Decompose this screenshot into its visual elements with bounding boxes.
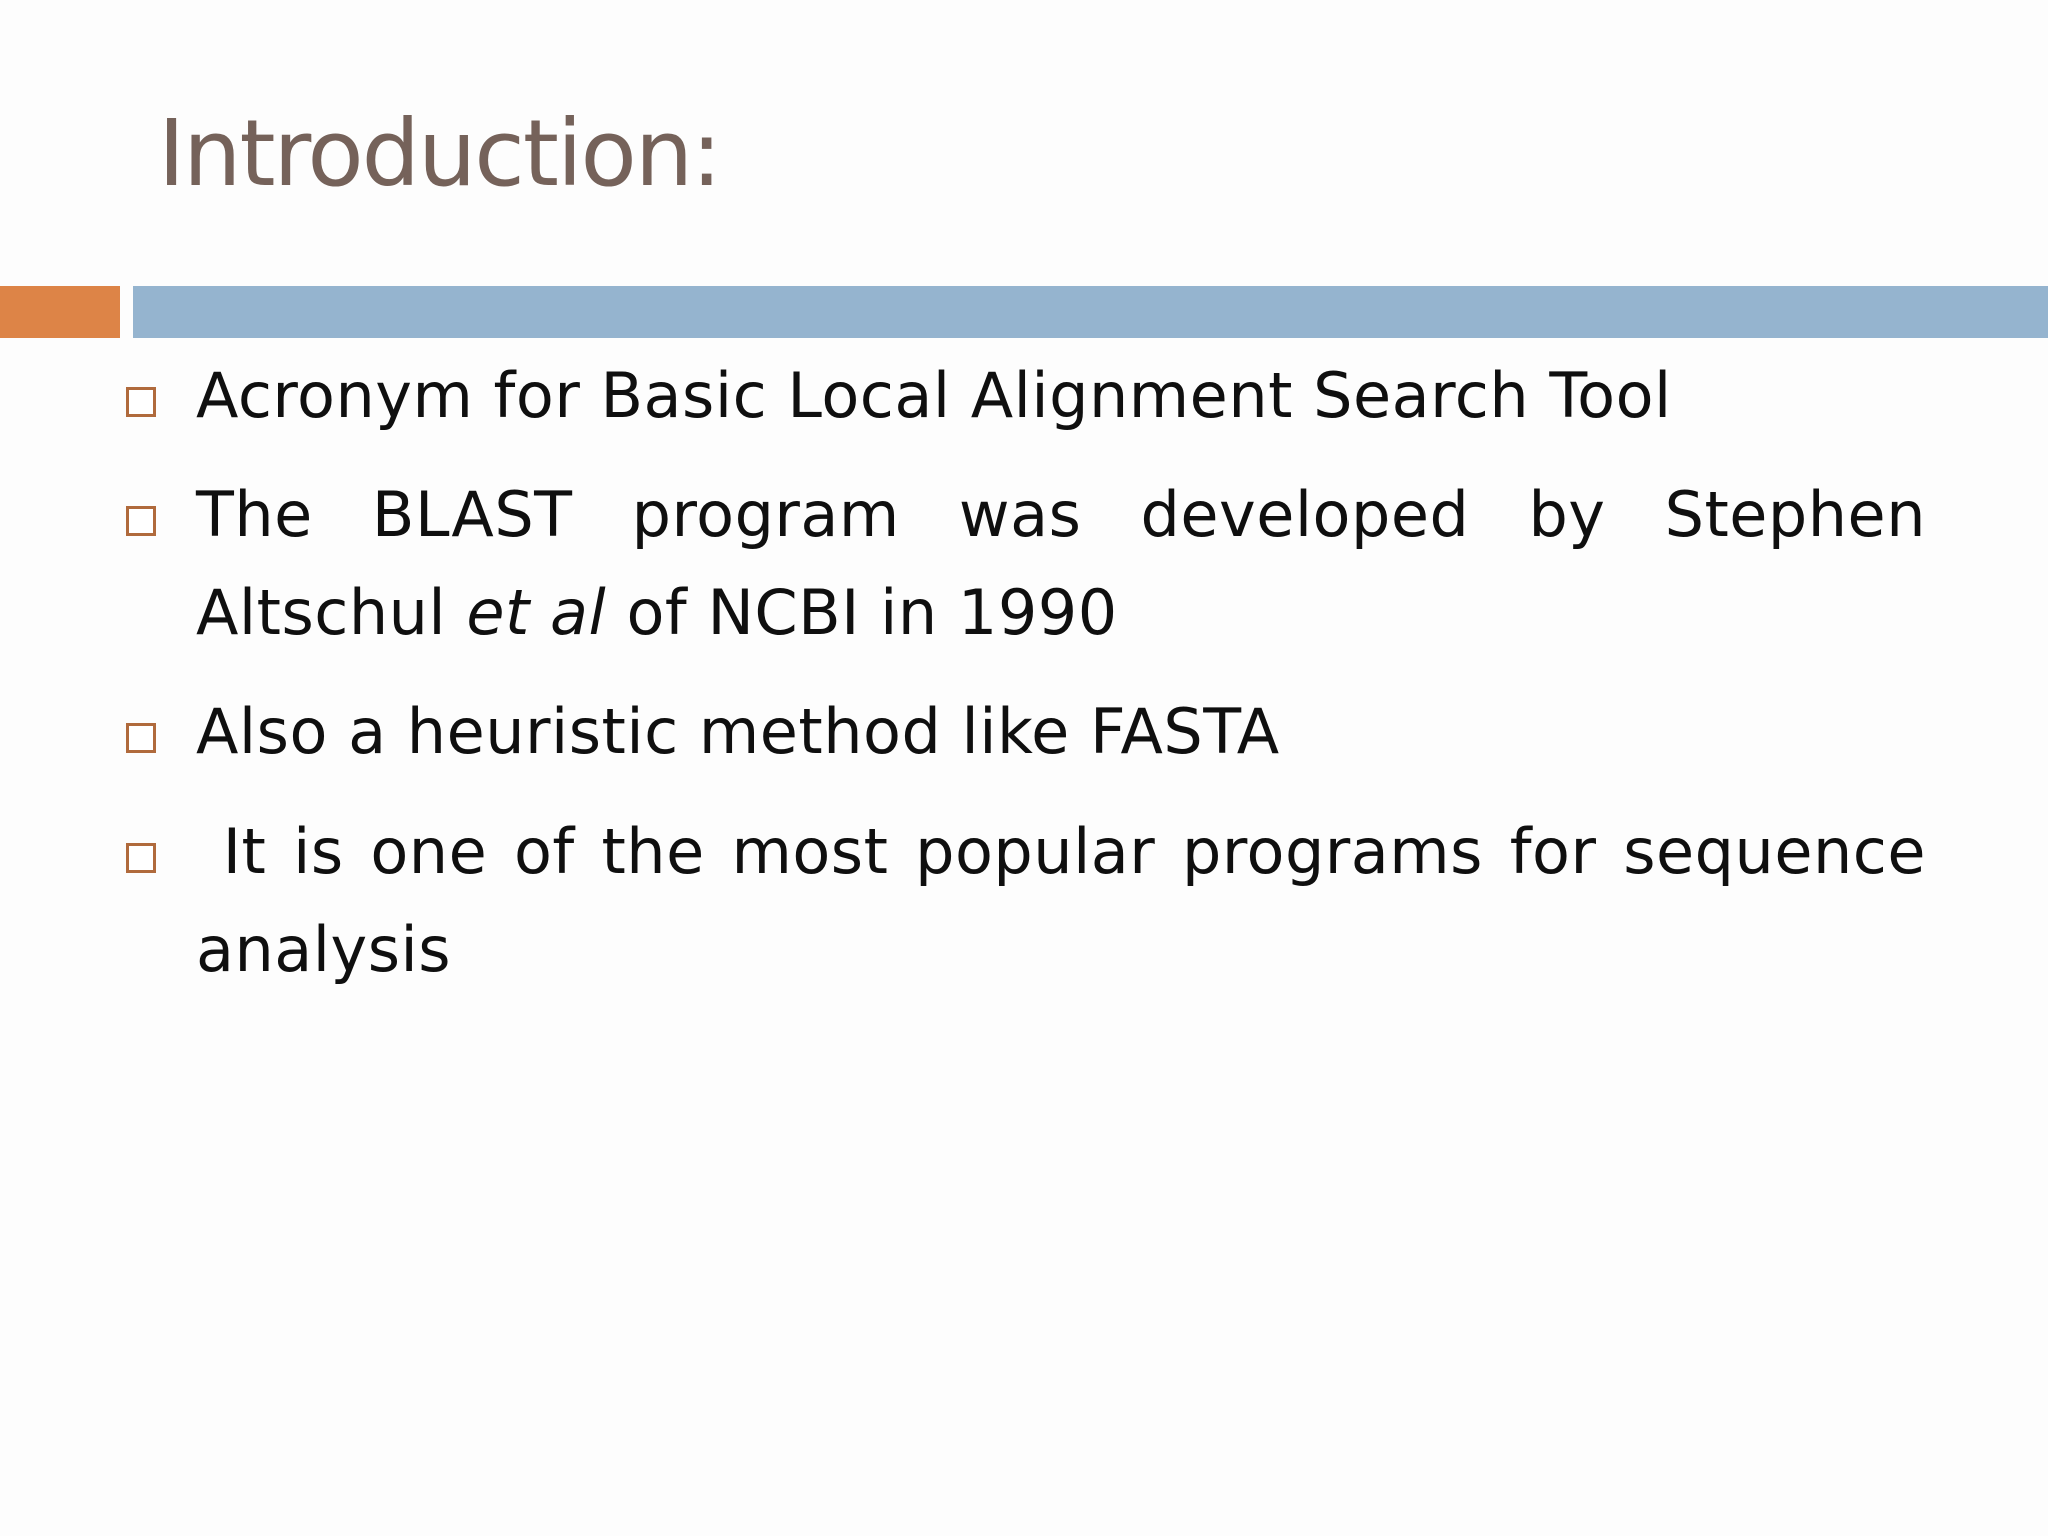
square-bullet-icon bbox=[126, 506, 156, 536]
bullet-text-line-1: The BLAST program was developed by Stephen bbox=[196, 478, 1926, 551]
square-bullet-icon bbox=[126, 723, 156, 753]
slide-title: Introduction: bbox=[158, 100, 721, 207]
square-bullet-icon bbox=[126, 387, 156, 417]
bullet-text-line-2 bbox=[196, 564, 1926, 662]
bullet-text: It is one of the most popular programs for sequence analysis bbox=[196, 815, 1947, 986]
bullet-text-italic: et al bbox=[466, 576, 607, 649]
bullet-text-segment: Altschul bbox=[196, 576, 467, 649]
bullet-text-segment: of NCBI in 1990 bbox=[606, 576, 1118, 649]
bullet-text: Also a heuristic method like FASTA bbox=[196, 695, 1280, 768]
square-bullet-icon bbox=[126, 843, 156, 873]
bullet-text: Acronym for Basic Local Alignment Search Tool bbox=[196, 359, 1672, 432]
